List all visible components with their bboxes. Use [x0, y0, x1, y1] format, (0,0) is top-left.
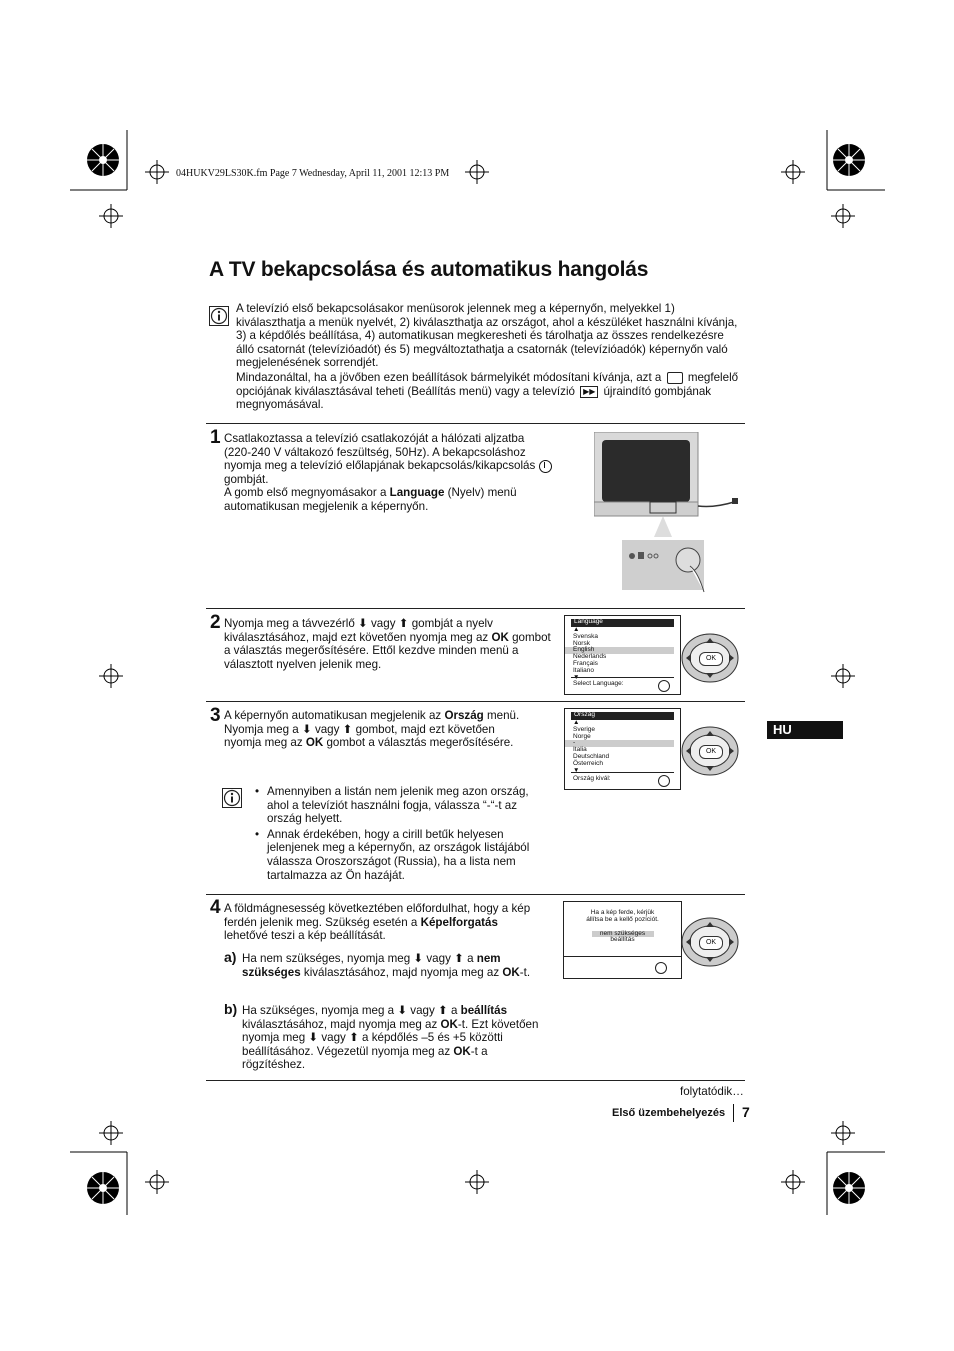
- language-menu: [564, 615, 681, 695]
- step-3-t2: menü. Nyomja meg a: [224, 709, 520, 736]
- step-4-b-t4: kiválasztásához, majd nyomja meg az: [242, 1017, 438, 1031]
- step-4-number: 4: [210, 897, 221, 918]
- arrow-up-icon: ⬆: [349, 1031, 359, 1045]
- step-4-b-t1: Ha szükséges, nyomja meg a: [242, 1004, 395, 1017]
- step-3-text: [224, 709, 524, 750]
- continues-note: folytatódik…: [680, 1085, 744, 1098]
- step-4-a-t1: Ha nem szükséges, nyomja meg: [242, 952, 411, 965]
- arrow-down-icon: ⬇: [358, 617, 368, 630]
- step-1-text-c: A gomb első megnyomásakor a: [224, 486, 387, 500]
- step-1-text: [224, 432, 554, 514]
- ok-symbol-icon: [658, 680, 670, 692]
- step-4-a-bold: nem szükséges: [242, 952, 501, 979]
- ok-symbol-icon: [658, 775, 670, 787]
- step-4-a-t4: kiválasztásához, majd nyomja meg az: [303, 965, 500, 979]
- step-2-number: 2: [210, 612, 221, 633]
- arrow-down-icon: ⬇: [413, 952, 424, 965]
- intro-paragraph-2-a: Mindazonáltal, ha a jövőben ezen beállítások bármelyikét módosítani kívánja, azt a: [236, 371, 662, 384]
- step-4-t1: A földmágnesesség következtében előfordulhat, hogy a kép ferdén jelenik meg. Szükség esetén a: [224, 902, 531, 929]
- power-icon: [539, 460, 552, 473]
- menu-up-icon: ▲: [573, 719, 580, 726]
- arrow-down-icon: ⬇: [308, 1031, 319, 1045]
- arrow-up-icon: ⬆: [398, 617, 409, 630]
- ok-button-label: OK: [699, 652, 723, 666]
- step-3-ok-bold: OK: [305, 736, 324, 750]
- step-3-notes: [253, 785, 548, 884]
- rotation-menu: [563, 901, 682, 979]
- step-4-b-t2: vagy: [410, 1004, 435, 1017]
- step-4-text: [224, 902, 544, 943]
- remote-control-pad: [681, 633, 739, 683]
- step-4-a-text: [242, 952, 540, 979]
- ok-button-label: OK: [699, 745, 723, 759]
- page-number: 7: [742, 1104, 750, 1120]
- arrow-up-icon: ⬆: [438, 1004, 448, 1017]
- menu-item-selected: -: [565, 740, 674, 747]
- step-4-rotation-bold: Képelforgatás: [420, 915, 498, 929]
- arrow-down-icon: ⬇: [301, 722, 312, 736]
- footer-section-name: Első üzembehelyezés: [612, 1107, 726, 1119]
- step-3-t4: gombot, majd ezt követően nyomja meg az: [224, 722, 495, 750]
- rotation-option-selected: nem szükséges: [592, 931, 654, 938]
- step-3-t5: gombot a választás megerősítésére.: [326, 736, 514, 750]
- step-4-b-label: b): [224, 1001, 238, 1017]
- menu-item: Nederlands: [573, 653, 607, 661]
- intro-paragraph-2: [236, 371, 746, 412]
- intro-paragraph-2-b: megfelelő opciójának kiválasztásával teheti (Beállítás menü) vagy a televízió: [236, 371, 739, 398]
- intro-paragraph-1: A televízió első bekapcsolásakor menüsorok jelennek meg a képernyőn, melyekkel 1) kiválaszthatja a menük nyelvét, 2) kiválaszthatja az országot, ahol a készüléket használni kívánja, 3) a képdőlés beállítása, 4) automatikusan megkeresheti és tárolhatja az összes rendelkezésre álló csatornát (televízióadót) és 5) megváltoztathatja a csatornák (televízióadók) képernyőn való megjelenésének sorrendjét.: [236, 302, 738, 370]
- rotation-option: beállítás: [610, 936, 635, 944]
- menu-item: Italiano: [573, 666, 594, 674]
- step-2-t3: gombját a nyelv kiválasztásához, majd ezt követően nyomja meg az: [224, 617, 493, 644]
- menu-item-selected: English: [565, 647, 674, 654]
- step-4-b-t3: a: [450, 1004, 458, 1017]
- step-4-b-t5: -t. Ezt követően nyomja meg: [242, 1017, 539, 1045]
- step-2-ok-bold: OK: [491, 630, 509, 644]
- menu-item: Österreich: [573, 759, 603, 767]
- reset-button-icon: ▶▶: [580, 386, 598, 398]
- divider: [206, 1080, 745, 1081]
- divider: [206, 423, 745, 424]
- country-menu-title: Ország: [571, 712, 674, 720]
- menu-down-icon: ▼: [573, 673, 580, 681]
- rotation-menu-line2: állítsa be a kellő pozíciót.: [586, 915, 659, 923]
- step-1-text-d: (Nyelv) menü automatikusan megjelenik a képernyőn.: [224, 486, 517, 513]
- language-menu-footer: Select Language:: [573, 680, 624, 688]
- country-menu-footer: Ország kivál:: [573, 775, 611, 783]
- divider: [206, 894, 745, 895]
- menu-item: Français: [573, 659, 598, 667]
- step-2-text: [224, 617, 554, 671]
- country-menu: [564, 708, 681, 790]
- step-2-t2: vagy: [371, 617, 396, 630]
- menu-down-icon: ▼: [573, 766, 580, 774]
- rotation-menu-line1: Ha a kép ferde, kérjük: [590, 909, 655, 916]
- ok-button-label: OK: [699, 936, 723, 950]
- step-2-t4: gombot a választás megerősítésére. Ettől kezdve minden menü a választott nyelven jelenik meg.: [224, 630, 551, 671]
- menu-item: Svenska: [573, 632, 598, 640]
- arrow-down-icon: ⬇: [397, 1004, 408, 1017]
- arrow-up-icon: ⬆: [342, 722, 353, 736]
- note-item: • Amennyiben a listán nem jelenik meg azon ország, ahol a televíziót használni fogja, válassza “-“-t az ország helyett.: [253, 785, 548, 826]
- divider: [206, 608, 745, 609]
- remote-control-pad: [681, 917, 739, 967]
- intro-paragraph-2-c: újraindító gombjának megnyomásával.: [236, 384, 712, 412]
- ok-symbol-icon: [655, 962, 667, 974]
- note-item: • Annak érdekében, hogy a cirill betűk helyesen jelenjenek meg a képernyőn, az országok listájából válassza Oroszországot (Russia), ha a lista nem tartalmazza az Ön hazáját.: [253, 828, 548, 882]
- step-1-text-b: gombját.: [224, 472, 269, 486]
- step-1-text-a: Csatlakoztassa a televízió csatlakozóját a hálózati aljzatba (220-240 V váltakozó feszültség, 50Hz). A bekapcsoláshoz nyomja meg a televízió előlapjának bekapcsolás/kikapcsolás: [224, 432, 536, 473]
- step-3-country-bold: Ország: [444, 709, 484, 722]
- step-4-a-ok: OK: [502, 965, 520, 979]
- language-menu-title: Language: [571, 619, 674, 627]
- step-4-a-label: a): [224, 949, 237, 965]
- file-header-line: 04HUKV29LS30K.fm Page 7 Wednesday, April 11, 2001 12:13 PM: [176, 168, 450, 179]
- menu-item: Italia: [573, 746, 587, 754]
- step-1-number: 1: [210, 427, 221, 448]
- divider: [206, 701, 745, 702]
- menu-up-icon: ▲: [573, 626, 580, 633]
- step-4-b-ok: OK: [440, 1017, 458, 1031]
- arrow-up-icon: ⬆: [454, 952, 464, 965]
- menu-item: Norsk: [573, 639, 590, 647]
- footer-divider: [733, 1104, 734, 1122]
- step-2-t1: Nyomja meg a távvezérlő: [224, 617, 355, 630]
- step-3-t1: A képernyőn automatikusan megjelenik az: [224, 709, 442, 722]
- step-4-b-t6: vagy: [321, 1031, 346, 1045]
- step-3-t3: vagy: [314, 722, 340, 736]
- info-icon: [209, 306, 229, 326]
- step-4-a-t3: a: [467, 952, 474, 965]
- step-4-b-t7: a képdőlés –5 és +5 közötti beállításához. Végezetül nyomja meg az: [242, 1031, 503, 1058]
- setup-menu-icon: [667, 372, 683, 384]
- page-title: A TV bekapcsolása és automatikus hangolás: [209, 258, 649, 281]
- info-icon: [222, 788, 242, 808]
- step-4-a-t2: vagy: [426, 952, 451, 965]
- menu-item: Norge: [573, 732, 591, 740]
- tv-illustration: [594, 432, 744, 594]
- step-3-number: 3: [210, 705, 221, 726]
- step-4-b-t8: -t a rögzítéshez.: [242, 1044, 488, 1072]
- language-tab-hu: HU: [767, 721, 843, 739]
- menu-item: Deutschland: [573, 752, 610, 760]
- menu-item: Sverige: [573, 725, 596, 733]
- step-4-b-bold: beállítás: [460, 1004, 508, 1017]
- step-4-t2: lehetővé teszi a kép beállítását.: [224, 929, 386, 943]
- remote-control-pad: [681, 726, 739, 776]
- step-1-language-bold: Language: [389, 486, 445, 500]
- step-4-b-ok2: OK: [453, 1044, 471, 1058]
- step-4-a-t5: -t.: [519, 965, 531, 979]
- step-4-b-text: [242, 1004, 546, 1072]
